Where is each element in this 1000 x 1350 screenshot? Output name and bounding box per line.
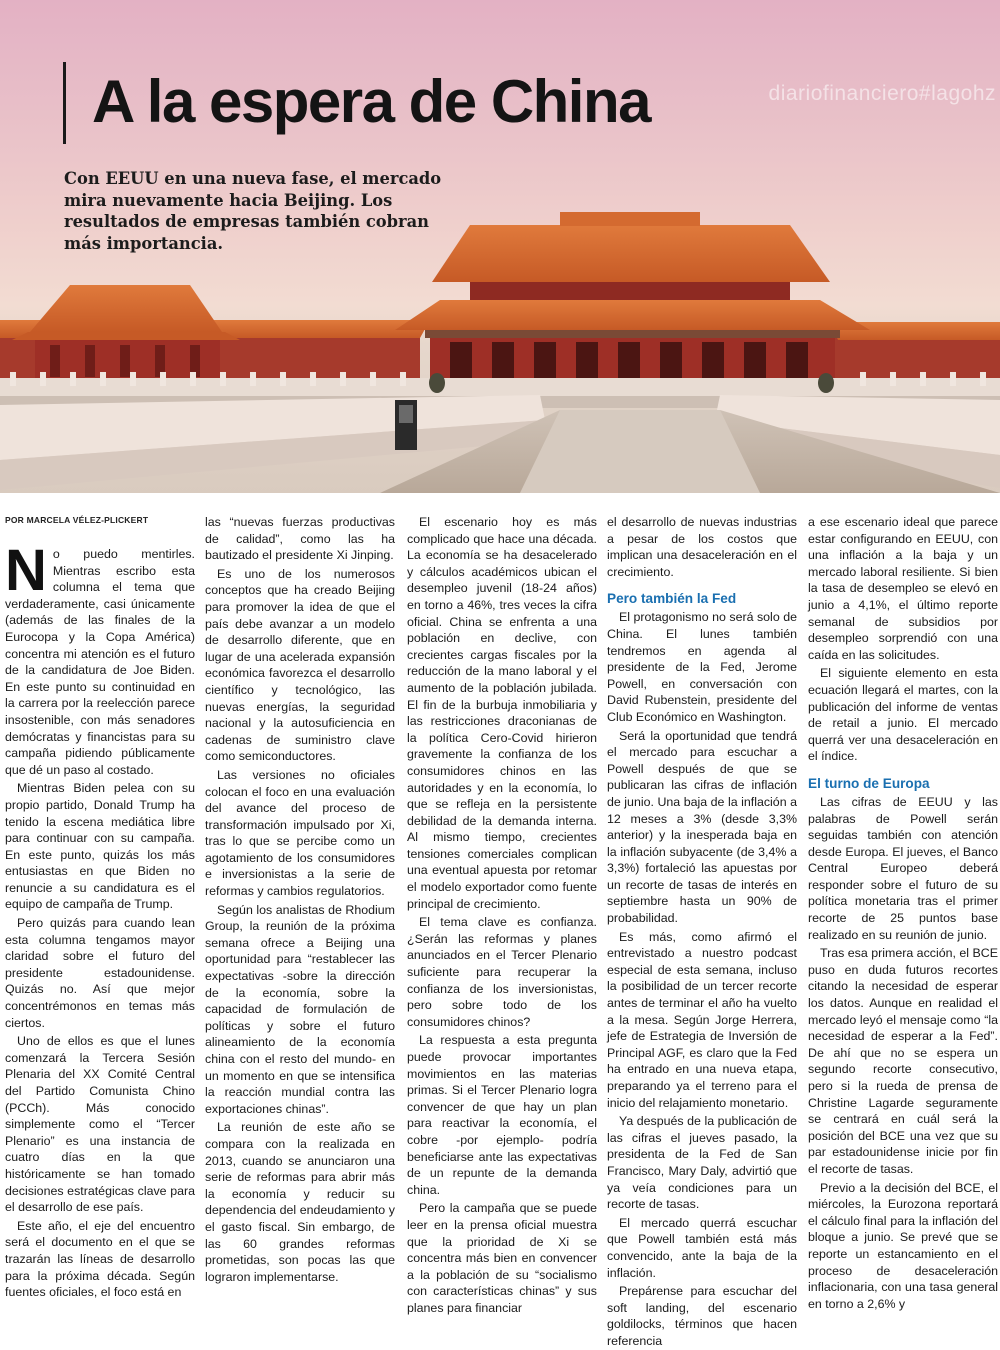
column-1 bbox=[5, 514, 195, 1300]
paragraph: o puedo mentirles. Mientras escribo esta columna el tema que verdaderamente, casi únicamente (además de las finales de la Eurocopa y la Copa América) concentra mi atención es el futuro de la candidatura de Joe Biden. En este punto su continuidad en la carrera por la reelección parece insostenible, con más senadores demócratas y financistas para su campaña pidiendo públicamente que dé un paso al costado. bbox=[5, 547, 195, 777]
paragraph: Mientras Biden pelea con su propio partido, Donald Trump ha tenido la escena mediática libre para continuar con su campaña. En este punto, quizás los más entusiastas en que Biden no renuncie a su candidatura es el equipo de campaña de Trump. bbox=[5, 781, 195, 912]
hero-photo bbox=[0, 0, 1000, 493]
column-4 bbox=[607, 514, 797, 1348]
byline: POR MARCELA VÉLEZ-PLICKERT bbox=[5, 515, 149, 525]
paragraph: Previo a la decisión del BCE, el miércoles, la Eurozona reportará el cálculo final para la inflación del bloque a junio. Se prevé que se reporte un estancamiento en el proceso de desaceleración inflacionaria, con una tasa general en torno a 2,6% y bbox=[808, 1180, 998, 1311]
left-pavilion bbox=[12, 285, 240, 380]
paragraph: las “nuevas fuerzas productivas de calidad”, como las ha bautizado el presidente Xi Jinping. bbox=[205, 515, 395, 563]
headline-accent-bar bbox=[63, 62, 66, 144]
paragraph: Ya después de la publicación de las cifras el jueves pasado, la presidenta de la Fed de San Francisco, Mary Daly, advirtió que ya veía condiciones para un recorte de tasas. bbox=[607, 1114, 797, 1212]
paragraph: a ese escenario ideal que parece estar configurando en EEUU, con una inflación a la baja y un mercado laboral resiliente. Si bien la tasa de desempleo se elevó en junio a 4,1%, el último reporte semanal de subsidios por desempleo sorprendió con una caída en las solicitudes. bbox=[808, 515, 998, 662]
main-hall bbox=[395, 212, 870, 386]
paragraph: La respuesta a esta pregunta puede provocar importantes movimientos en las materias primas. Si el Tercer Plenario logra convencer de que hay un plan para reactivar la economía, el cobre -por ejemplo- podría beneficiarse ante las expectativas de un repunte de la demanda china. bbox=[407, 1033, 597, 1197]
paragraph: La reunión de este año se compara con la realizada en 2013, cuando se anunciaron una serie de reformas para abrir más la economía y reducir su dependencia del endeudamiento y el gasto fiscal. Sin embargo, de las 60 grandes reformas prometidas, son pocas las que lograron implementarse. bbox=[205, 1120, 395, 1284]
paragraph: el desarrollo de nuevas industrias a pesar de los costos que implican una desaceleración en el crecimiento. bbox=[607, 515, 797, 579]
paragraph: Este año, el eje del encuentro será el documento en el que se trazarán las líneas de desarrollo para la próxima década. Según fuentes oficiales, el foco está en bbox=[5, 1218, 195, 1300]
paragraph: Es uno de los numerosos conceptos que ha creado Beijing para promover la idea de que el país debe avanzar a un modelo de desarrollo diferente, que en lugar de una acelerada expansión económica favorezca el desarrollo científico y tecnológico, las nuevas energías, la seguridad nacional y la autosuficiencia en cadenas de suministro clave como semiconductores. bbox=[205, 566, 395, 764]
headline: A la espera de China bbox=[92, 68, 650, 135]
paragraph: El protagonismo no será solo de China. El lunes también tendremos en agenda al presidente de la Fed, Jerome Powell, en conversación con David Rubenstein, presidente del Club Económico en Washington. bbox=[607, 610, 797, 724]
paragraph: El escenario hoy es más complicado que hace una década. La economía se ha desacelerado y cálculos académicos ubican el desempleo juvenil (18-24 años) en torno a 46%, tres veces la cifra oficial. China se enfrenta a una población en declive, con crecientes cargas fiscales por la reducción de la mano laboral y el aumento de la población jubilada. El fin de la burbuja inmobiliaria y las restricciones draconianas de la política Cero-Covid hirieron gravemente la confianza de los consumidores chinos en las autoridades y en la economía, lo que se refleja en la persistente debilidad de la demanda interna. Al mismo tiempo, crecientes tensiones comerciales complican una eventual apuesta por retomar el modelo exportador como fuente principal de crecimiento. bbox=[407, 515, 597, 911]
bronze-lion-left bbox=[429, 373, 445, 393]
section-heading-europa: El turno de Europa bbox=[808, 775, 930, 791]
column-5 bbox=[808, 514, 998, 1311]
section-heading-fed: Pero también la Fed bbox=[607, 591, 737, 607]
paragraph: Es más, como afirmó el entrevistado a nuestro podcast especial de esta semana, incluso la posibilidad de un tercer recorte antes de terminar el año ha vuelto a la mesa. Según Jorge Herrera, jefe de Estrategia de Inversión de Principal AGF, es claro que la Fed ha entrado en una nueva etapa, preparando ya el terreno para el inicio del relajamiento monetario. bbox=[607, 929, 797, 1110]
paragraph: Pero la campaña que se puede leer en la prensa oficial muestra que la prioridad de Xi se concentra más bien en convencer a la población de su “socialismo con características chinas” y sus planes para financiar bbox=[407, 1201, 597, 1315]
paragraph: El siguiente elemento en esta ecuación llegará el martes, con la publicación del informe de ventas de retail a junio. El mercado querrá ver una desaceleración en el índice. bbox=[808, 666, 998, 764]
paragraph: El mercado querrá escuchar que Powell también está más convencido, ante la baja de la inflación. bbox=[607, 1215, 797, 1280]
column-3 bbox=[407, 514, 597, 1315]
paragraph: Será la oportunidad que tendrá el mercado para escuchar a Powell después de que se publicaran las cifras de inflación de junio. Una baja de la inflación a 12 meses a 3% (desde 3,3% anterior) y la inesperada baja en la inflación subyacente (de 3,4% a 3,3%) fortaleció las apuestas por un recorte de tasas de interés en septiembre hasta un 90% de probabilidad. bbox=[607, 728, 797, 926]
deck-subtitle: Con EEUU en una nueva fase, el mercado mira nuevamente hacia Beijing. Los resultados de empresas también cobran más importancia. bbox=[64, 169, 442, 253]
bronze-lion-right bbox=[818, 373, 834, 393]
column-2 bbox=[205, 514, 395, 1284]
paragraph: Uno de ellos es que el lunes comenzará la Tercera Sesión Plenaria del XX Comité Central del Partido Comunista Chino (PCCh). Más conocido simplemente como el “Tercer Plenario” es una instancia de cuatro días en la que históricamente se han tomado decisiones estratégicas clave para el desarrollo de ese país. bbox=[5, 1034, 195, 1215]
paragraph: Tras esa primera acción, el BCE puso en duda futuros recortes citando la necesidad de esperar los datos. Aunque en realidad el mercado leyó el mensaje como “la necesidad de esperar a la Fed”. De ahí que no se espera un segundo recorte consecutivo, pero si la rueda de prensa de Christine Lagarde seguramente se centrará en cuál será la posición del BCE una vez que su par estadounidense inicie por fin el recorte de tasas. bbox=[808, 946, 998, 1176]
paragraph: Las cifras de EEUU y las palabras de Powell serán seguidas también con atención desde Europa. El jueves, el Banco Central Europeo deberá responder sobre el futuro de su política monetaria tras el primer recorte de 25 puntos base realizado en su reunión de junio. bbox=[808, 794, 998, 942]
paragraph: Según los analistas de Rhodium Group, la reunión de la próxima semana ofrece a Beijing una oportunidad para “restablecer las expectativas -sobre la dirección de la economía, sobre la capacidad de formulación de políticas y sobre el futuro alineamiento de la economía china con el resto del mundo- en un momento en que se intensifica la reacción mundial contra las exportaciones chinas”. bbox=[205, 902, 395, 1116]
paragraph: El tema clave es confianza. ¿Serán las reformas y planes anunciados en el Tercer Plenario suficiente para recuperar la confianza de los inversionistas, pero sobre todo de los consumidores chinos? bbox=[407, 915, 597, 1029]
watermark: diariofinanciero#lagohz bbox=[768, 82, 996, 105]
paragraph: Prepárense para escuchar del soft landing, del escenario goldilocks, términos que hacen referencia bbox=[607, 1284, 797, 1348]
paragraph: Pero quizás para cuando lean esta columna tengamos mayor claridad sobre el futuro del presidente estadounidense. Quizás no. Así que mejor concentrémonos en temas más ciertos. bbox=[5, 916, 195, 1030]
upper-terrace bbox=[0, 378, 1000, 398]
paragraph: Las versiones no oficiales colocan el foco en una evaluación del avance del proceso de transformación impulsado por Xi, tras lo que se percibe como un agotamiento de los consumidores e inversionistas a la serie de reformas y cambios regulatorios. bbox=[205, 767, 395, 899]
drop-cap: N bbox=[5, 538, 47, 603]
